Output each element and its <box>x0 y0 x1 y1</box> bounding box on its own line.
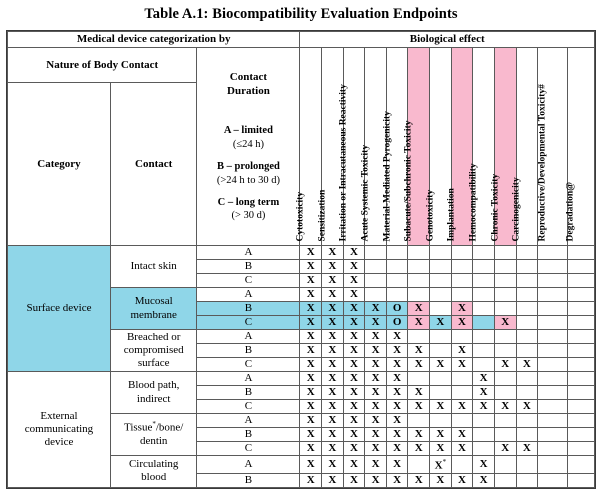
effect-cell <box>538 473 568 487</box>
effect-cell: X <box>300 330 322 344</box>
effect-cell: X <box>386 456 408 474</box>
effect-cell: X <box>322 428 344 442</box>
effect-cell: X <box>386 358 408 372</box>
effect-cell <box>408 330 430 344</box>
effect-cell <box>473 274 495 288</box>
effect-cell <box>494 456 516 474</box>
effect-cell: X <box>408 358 430 372</box>
effect-cell <box>494 428 516 442</box>
effect-cell: X <box>473 400 495 414</box>
effect-cell: X <box>300 260 322 274</box>
effect-cell: X <box>430 473 452 487</box>
effect-cell <box>365 246 387 260</box>
effect-cell <box>516 246 538 260</box>
effect-cell: X <box>430 316 452 330</box>
category-cell: Surface device <box>8 246 111 372</box>
effect-cell <box>567 456 594 474</box>
effect-cell <box>386 246 408 260</box>
effect-cell: X <box>322 414 344 428</box>
effect-cell <box>430 330 452 344</box>
effect-cell <box>430 386 452 400</box>
effect-cell <box>473 428 495 442</box>
effect-cell: X <box>386 344 408 358</box>
effect-cell <box>538 260 568 274</box>
effect-cell: X <box>300 456 322 474</box>
effect-cell: X <box>365 386 387 400</box>
effect-cell <box>516 372 538 386</box>
effect-cell <box>538 288 568 302</box>
effect-cell <box>538 246 568 260</box>
effect-cell <box>408 274 430 288</box>
effect-cell <box>538 442 568 456</box>
contact-cell: Breached or compromised surface <box>110 330 196 372</box>
effect-cell <box>567 302 594 316</box>
effect-cell <box>567 372 594 386</box>
effect-cell <box>494 414 516 428</box>
effect-cell: X* <box>430 456 452 474</box>
effect-cell: X <box>386 372 408 386</box>
header-contact: Contact <box>110 82 196 245</box>
effect-cell <box>408 372 430 386</box>
effect-cell <box>430 372 452 386</box>
effect-cell: X <box>322 274 344 288</box>
effect-cell: X <box>451 302 473 316</box>
effect-cell: X <box>300 414 322 428</box>
effect-cell <box>538 358 568 372</box>
effect-cell: X <box>343 288 365 302</box>
effect-column-header-12 <box>567 48 594 246</box>
effect-cell <box>365 260 387 274</box>
effect-cell <box>451 246 473 260</box>
effect-cell <box>451 372 473 386</box>
effect-cell <box>365 288 387 302</box>
effect-cell <box>365 274 387 288</box>
effect-cell: X <box>343 344 365 358</box>
effect-column-header-11 <box>538 48 568 246</box>
effect-cell: X <box>494 358 516 372</box>
effect-cell: X <box>300 442 322 456</box>
effect-column-header-10 <box>511 48 538 246</box>
effect-cell: X <box>343 473 365 487</box>
biocompatibility-table-wrap <box>6 30 596 489</box>
effect-cell: X <box>343 246 365 260</box>
effect-cell: X <box>386 400 408 414</box>
contact-cell: Circulating blood <box>110 456 196 488</box>
effect-cell <box>494 274 516 288</box>
effect-cell <box>451 386 473 400</box>
effect-cell: X <box>451 400 473 414</box>
effect-cell <box>538 400 568 414</box>
table-row <box>8 372 595 386</box>
header-nature-row <box>8 48 595 83</box>
effect-cell <box>408 414 430 428</box>
effect-cell: X <box>365 473 387 487</box>
effect-cell <box>516 316 538 330</box>
effect-cell <box>430 288 452 302</box>
effect-cell: X <box>408 386 430 400</box>
effect-cell <box>473 316 495 330</box>
header-category: Category <box>8 82 111 245</box>
effect-cell <box>567 442 594 456</box>
effect-cell <box>473 358 495 372</box>
biocompatibility-table <box>7 31 595 488</box>
effect-cell: X <box>494 442 516 456</box>
effect-cell: X <box>430 442 452 456</box>
effect-cell <box>516 344 538 358</box>
effect-column-label: Sensitization <box>317 189 328 241</box>
effect-cell <box>516 260 538 274</box>
effect-cell <box>494 330 516 344</box>
contact-cell: Blood path, indirect <box>110 372 196 414</box>
effect-cell: X <box>300 473 322 487</box>
effect-cell <box>538 344 568 358</box>
effect-cell <box>516 330 538 344</box>
effect-cell: X <box>300 344 322 358</box>
duration-cell: A <box>197 456 300 474</box>
effect-cell: X <box>386 473 408 487</box>
effect-cell <box>538 330 568 344</box>
effect-cell <box>567 358 594 372</box>
effect-cell <box>538 372 568 386</box>
effect-column-label: Material-Mediated Pyrogenicity <box>382 110 393 241</box>
effect-cell: X <box>365 428 387 442</box>
header-contact-duration: Contact Duration A – limited (≤24 h) B – prolonged (>24 h to 30 d) C – long term (> 30 d) <box>197 48 300 246</box>
effect-cell <box>516 302 538 316</box>
effect-cell <box>494 246 516 260</box>
effect-cell: X <box>365 400 387 414</box>
effect-cell <box>567 344 594 358</box>
effect-cell: X <box>386 330 408 344</box>
effect-cell <box>473 288 495 302</box>
duration-cell: A <box>197 414 300 428</box>
effect-cell: X <box>430 428 452 442</box>
effect-cell: X <box>343 358 365 372</box>
duration-cell: B <box>197 386 300 400</box>
effect-cell: X <box>343 442 365 456</box>
effect-cell: X <box>300 386 322 400</box>
effect-cell: X <box>386 428 408 442</box>
effect-cell <box>494 260 516 274</box>
effect-column-label: Irritation or Intracutaneous Reactivity <box>338 83 349 241</box>
header-right-group: Biological effect <box>300 32 595 48</box>
effect-cell: X <box>365 330 387 344</box>
duration-cell: C <box>197 442 300 456</box>
effect-cell: X <box>322 442 344 456</box>
effect-cell: X <box>365 414 387 428</box>
effect-cell <box>386 274 408 288</box>
effect-cell <box>451 288 473 302</box>
effect-cell: X <box>322 456 344 474</box>
effect-cell <box>451 274 473 288</box>
duration-cell: C <box>197 358 300 372</box>
effect-cell <box>430 260 452 274</box>
effect-cell: X <box>322 400 344 414</box>
effect-cell: X <box>300 400 322 414</box>
effect-cell <box>516 288 538 302</box>
effect-cell: O <box>386 316 408 330</box>
effect-cell <box>567 274 594 288</box>
effect-cell: X <box>322 316 344 330</box>
effect-cell <box>430 302 452 316</box>
effect-cell <box>538 316 568 330</box>
duration-cell: B <box>197 428 300 442</box>
effect-cell <box>451 414 473 428</box>
effect-cell <box>494 473 516 487</box>
effect-cell <box>567 473 594 487</box>
effect-column-label: Genotoxicity <box>425 189 436 241</box>
effect-cell <box>408 456 430 474</box>
effect-cell: X <box>408 400 430 414</box>
effect-cell <box>451 456 473 474</box>
effect-cell: X <box>386 414 408 428</box>
effect-cell <box>430 274 452 288</box>
effect-cell <box>567 288 594 302</box>
effect-cell: X <box>365 358 387 372</box>
effect-cell: X <box>408 473 430 487</box>
effect-cell <box>494 344 516 358</box>
effect-cell: X <box>365 456 387 474</box>
contact-cell: Tissue*/bone/ dentin <box>110 414 196 456</box>
duration-cell: A <box>197 372 300 386</box>
effect-cell: X <box>386 442 408 456</box>
effect-cell: X <box>473 473 495 487</box>
effect-cell: X <box>343 456 365 474</box>
duration-cell: A <box>197 288 300 302</box>
effect-cell <box>494 386 516 400</box>
effect-cell: X <box>343 414 365 428</box>
effect-cell <box>494 372 516 386</box>
effect-cell: X <box>343 302 365 316</box>
effect-cell <box>473 442 495 456</box>
effect-cell: X <box>451 358 473 372</box>
effect-cell: X <box>408 316 430 330</box>
effect-cell <box>538 274 568 288</box>
effect-cell: X <box>322 246 344 260</box>
effect-cell: X <box>473 456 495 474</box>
effect-cell: X <box>516 358 538 372</box>
effect-cell <box>430 414 452 428</box>
effect-cell <box>494 302 516 316</box>
page-title: Table A.1: Biocompatibility Evaluation Endpoints <box>144 6 458 22</box>
effect-cell: X <box>494 400 516 414</box>
table-row <box>8 246 595 260</box>
effect-cell: X <box>516 442 538 456</box>
effect-cell: X <box>408 302 430 316</box>
effect-cell: X <box>451 428 473 442</box>
duration-cell: B <box>197 473 300 487</box>
effect-cell: X <box>343 330 365 344</box>
effect-column-label: Implantation <box>446 187 457 241</box>
duration-cell: C <box>197 316 300 330</box>
effect-cell <box>451 260 473 274</box>
effect-cell: X <box>300 246 322 260</box>
effect-cell: X <box>451 473 473 487</box>
effect-cell: X <box>430 400 452 414</box>
effect-cell <box>408 260 430 274</box>
effect-cell <box>538 386 568 400</box>
effect-cell <box>538 302 568 316</box>
effect-cell: X <box>365 302 387 316</box>
effect-cell: X <box>343 260 365 274</box>
effect-cell: X <box>386 386 408 400</box>
effect-cell: X <box>408 428 430 442</box>
effect-cell <box>567 260 594 274</box>
effect-cell: X <box>343 386 365 400</box>
contact-cell: Mucosal membrane <box>110 288 196 330</box>
effect-column-label: Degradation@ <box>565 181 576 241</box>
effect-cell: X <box>343 372 365 386</box>
effect-cell <box>473 302 495 316</box>
effect-cell <box>567 386 594 400</box>
effect-cell <box>473 344 495 358</box>
effect-cell <box>408 288 430 302</box>
effect-cell: X <box>343 428 365 442</box>
effect-cell: X <box>473 386 495 400</box>
effect-column-label: Cytotoxicity <box>295 191 306 241</box>
effect-cell: X <box>451 442 473 456</box>
contact-cell: Intact skin <box>110 246 196 288</box>
effect-cell: X <box>300 316 322 330</box>
header-nature-of-body-contact: Nature of Body Contact <box>8 48 197 83</box>
effect-cell: X <box>494 316 516 330</box>
effect-cell: X <box>300 428 322 442</box>
effect-cell <box>516 274 538 288</box>
effect-cell <box>516 473 538 487</box>
duration-cell: B <box>197 302 300 316</box>
effect-cell: X <box>343 274 365 288</box>
effect-cell: X <box>516 400 538 414</box>
effect-cell <box>567 414 594 428</box>
effect-cell <box>473 246 495 260</box>
effect-cell <box>473 260 495 274</box>
effect-cell <box>567 400 594 414</box>
effect-cell <box>386 288 408 302</box>
effect-column-label: Chronic Toxicity <box>490 173 501 241</box>
effect-cell <box>386 260 408 274</box>
effect-cell <box>567 316 594 330</box>
header-group-row <box>8 32 595 48</box>
effect-cell <box>430 344 452 358</box>
effect-cell: X <box>365 344 387 358</box>
effect-cell <box>567 428 594 442</box>
effect-cell: X <box>408 344 430 358</box>
effect-cell <box>516 414 538 428</box>
effect-cell <box>538 456 568 474</box>
effect-column-label: Subacute/Subchronic Toxicity <box>403 120 414 241</box>
effect-cell: X <box>451 316 473 330</box>
effect-cell: X <box>430 358 452 372</box>
effect-column-label: Carcinogenicity <box>511 176 522 241</box>
effect-cell <box>516 456 538 474</box>
effect-cell: X <box>322 330 344 344</box>
effect-cell <box>538 414 568 428</box>
effect-column-label: Reproductive/Developmental Toxicity# <box>537 83 548 241</box>
effect-cell <box>408 246 430 260</box>
effect-cell: X <box>343 400 365 414</box>
effect-cell: X <box>408 442 430 456</box>
header-left-group: Medical device categorization by <box>8 32 300 48</box>
effect-cell: X <box>300 302 322 316</box>
effect-cell <box>516 386 538 400</box>
effect-cell <box>567 330 594 344</box>
effect-cell <box>473 330 495 344</box>
effect-cell <box>516 428 538 442</box>
duration-cell: B <box>197 260 300 274</box>
effect-cell: X <box>300 358 322 372</box>
effect-cell <box>567 246 594 260</box>
effect-cell: X <box>473 372 495 386</box>
effect-cell: X <box>322 358 344 372</box>
effect-cell: X <box>322 260 344 274</box>
effect-cell: X <box>322 372 344 386</box>
effect-cell: X <box>322 386 344 400</box>
duration-cell: C <box>197 274 300 288</box>
effect-cell <box>494 288 516 302</box>
effect-cell: X <box>322 302 344 316</box>
effect-cell: X <box>300 372 322 386</box>
duration-cell: C <box>197 400 300 414</box>
effect-cell: X <box>365 372 387 386</box>
effect-cell: X <box>300 274 322 288</box>
effect-cell: X <box>322 288 344 302</box>
effect-cell <box>451 330 473 344</box>
effect-column-label: Acute Systemic Toxicity <box>360 144 371 241</box>
effect-cell: X <box>365 316 387 330</box>
effect-cell: X <box>322 473 344 487</box>
effect-cell: X <box>322 344 344 358</box>
effect-cell: O <box>386 302 408 316</box>
effect-cell: X <box>451 344 473 358</box>
effect-cell <box>430 246 452 260</box>
effect-cell: X <box>343 316 365 330</box>
duration-cell: A <box>197 330 300 344</box>
effect-cell <box>538 428 568 442</box>
effect-cell: X <box>300 288 322 302</box>
category-cell: External communicating device <box>8 372 111 488</box>
effect-cell <box>473 414 495 428</box>
effect-column-label: Hemocompatibility <box>468 162 479 241</box>
effect-cell: X <box>365 442 387 456</box>
duration-cell: A <box>197 246 300 260</box>
duration-cell: B <box>197 344 300 358</box>
